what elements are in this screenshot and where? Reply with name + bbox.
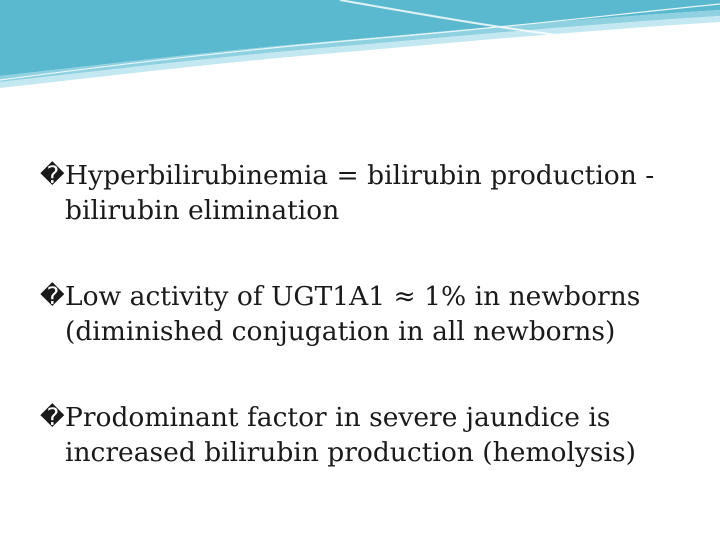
bullet-text: Prodominant factor in severe jaundice is increased bilirubin production (hemolysis) [65,402,636,468]
bullet-item [40,158,700,228]
bullet-marker-icon: � [40,282,65,310]
bullet-item [40,400,700,470]
bullet-text: Hyperbilirubinemia = bilirubin production - bilirubin elimination [65,160,655,226]
bullet-marker-icon: � [40,161,65,189]
bullet-item [40,279,700,349]
bullet-text: Low activity of UGT1A1 ≈ 1% in newborns (diminished conjugation in all newborns) [65,281,641,347]
header-wave-decoration [0,0,720,90]
bullet-list [40,158,700,470]
bullet-marker-icon: � [40,403,65,431]
